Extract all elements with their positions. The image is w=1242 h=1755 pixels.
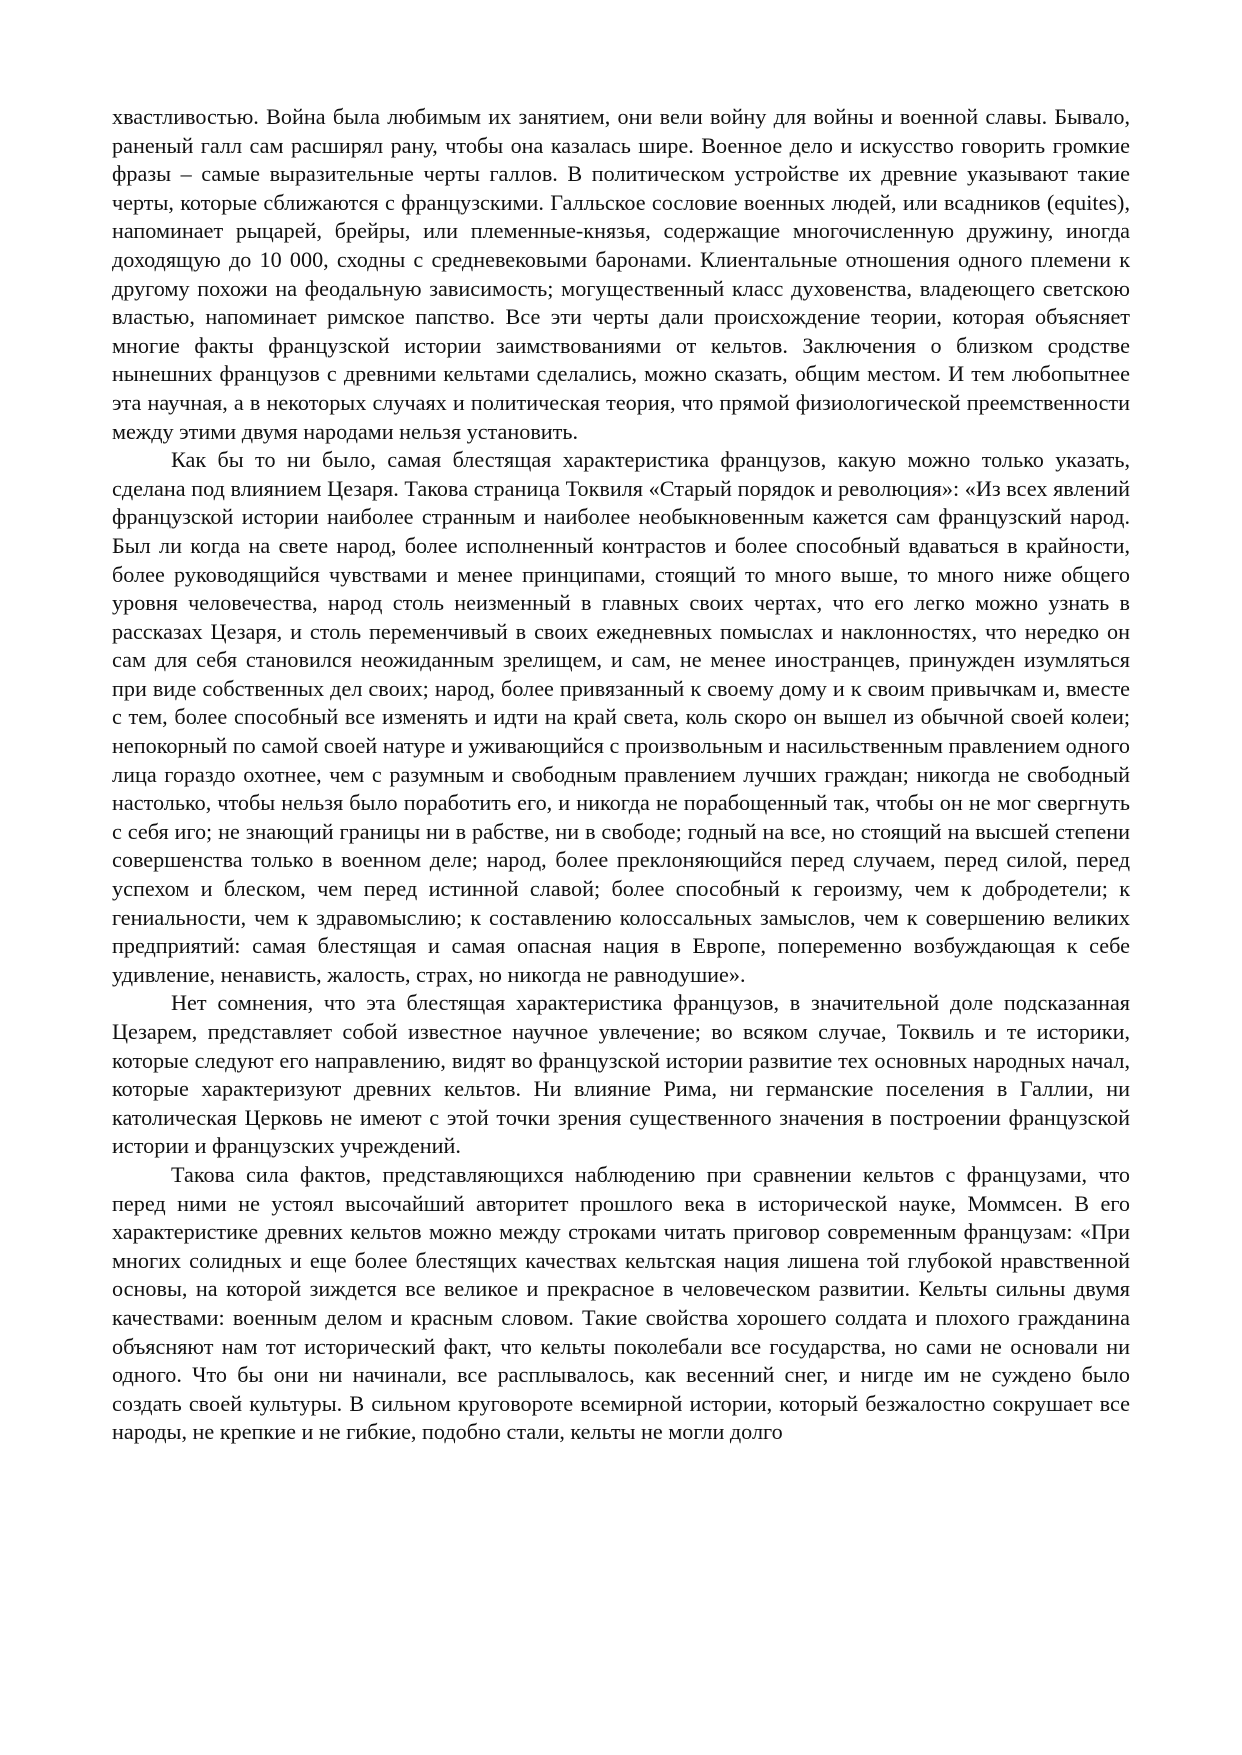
paragraph-3: Нет сомнения, что эта блестящая характеристика французов, в значительной доле подсказанная Цезарем, представляет собой известное научное увлечение; во всяком случае, Токвиль и те историки, которые следуют его направлению, видят во французской истории развитие тех основных народных начал, которые характеризуют древних кельтов. Ни влияние Рима, ни германские поселения в Галлии, ни католическая Церковь не имеют с этой точки зрения существенного значения в построении французской истории и французских учреждений. bbox=[112, 990, 1130, 1159]
paragraph-2: Как бы то ни было, самая блестящая характеристика французов, какую можно только указать, сделана под влиянием Цезаря. Такова страница Токвиля «Старый порядок и революция»: «Из всех явлений французской истории наиболее странным и наиболее необыкновенным кажется сам французский народ. Был ли когда на свете народ, более исполненный контрастов и более способный вдаваться в крайности, более руководящийся чувствами и менее принципами, стоящий то много выше, то много ниже общего уровня человечества, народ столь неизменный в главных своих чертах, что его легко можно узнать в рассказах Цезаря, и столь переменчивый в своих ежедневных помыслах и наклонностях, что нередко он сам для себя становился неожиданным зрелищем, и сам, не менее иностранцев, принужден изумляться при виде собственных дел своих; народ, более привязанный к своему дому и к своим привычкам и, вместе с тем, более способный все изменять и идти на край света, коль скоро он вышел из обычной своей колеи; непокорный по самой своей натуре и уживающийся с произвольным и насильственным правлением одного лица гораздо охотнее, чем с разумным и свободным правлением лучших граждан; никогда не свободный настолько, чтобы нельзя было поработить его, и никогда не порабощенный так, чтобы он не мог свергнуть с себя иго; не знающий границы ни в рабстве, ни в свободе; годный на все, но стоящий на высшей степени совершенства только в военном деле; народ, более преклоняющийся перед случаем, перед силой, перед успехом и блеском, чем перед истинной славой; более способный к героизму, чем к добродетели; к гениальности, чем к здравомыслию; к составлению колоссальных замыслов, чем к совершению великих предприятий: самая блестящая и самая опасная нация в Европе, попеременно возбуждающая к себе удивление, ненависть, жалость, страх, но никогда не равнодушие». bbox=[112, 447, 1130, 987]
paragraph-4: Такова сила фактов, представляющихся наблюдению при сравнении кельтов с французами, что перед ними не устоял высочайший авторитет прошлого века в исторической науке, Моммсен. В его характеристике древних кельтов можно между строками читать приговор современным французам: «При многих солидных и еще более блестящих качествах кельтская нация лишена той глубокой нравственной основы, на которой зиждется все великое и прекрасное в человеческом развитии. Кельты сильны двумя качествами: военным делом и красным словом. Такие свойства хорошего солдата и плохого гражданина объясняют нам тот исторический факт, что кельты поколебали все государства, но сами не основали ни одного. Что бы они ни начинали, все расплывалось, как весенний снег, и нигде им не суждено было создать своей культуры. В сильном круговороте всемирной истории, который безжалостно сокрушает все народы, не крепкие и не гибкие, подобно стали, кельты не могли долго bbox=[112, 1161, 1130, 1445]
document-page bbox=[112, 103, 1130, 1447]
paragraph-1: хвастливостью. Война была любимым их занятием, они вели войну для войны и военной славы. Бывало, раненый галл сам расширял рану, чтобы она казалась шире. Военное дело и искусство говорить громкие фразы – самые выразительные черты галлов. В политическом устройстве их древние указывают такие черты, которые сближаются с французскими. Галльское сословие военных людей, или всадников (equites), напоминает рыцарей, брейры, или племенные-князья, содержащие многочисленную дружину, иногда доходящую до 10 000, сходны с средневековыми баронами. Клиентальные отношения одного племени к другому похожи на феодальную зависимость; могущественный класс духовенства, владеющего светскою властью, напоминает римское папство. Все эти черты дали происхождение теории, которая объясняет многие факты французской истории заимствованиями от кельтов. Заключения о близком сродстве нынешних французов с древними кельтами сделались, можно сказать, общим местом. И тем любопытнее эта научная, а в некоторых случаях и политическая теория, что прямой физиологической преемственности между этими двумя народами нельзя установить. bbox=[112, 104, 1130, 444]
